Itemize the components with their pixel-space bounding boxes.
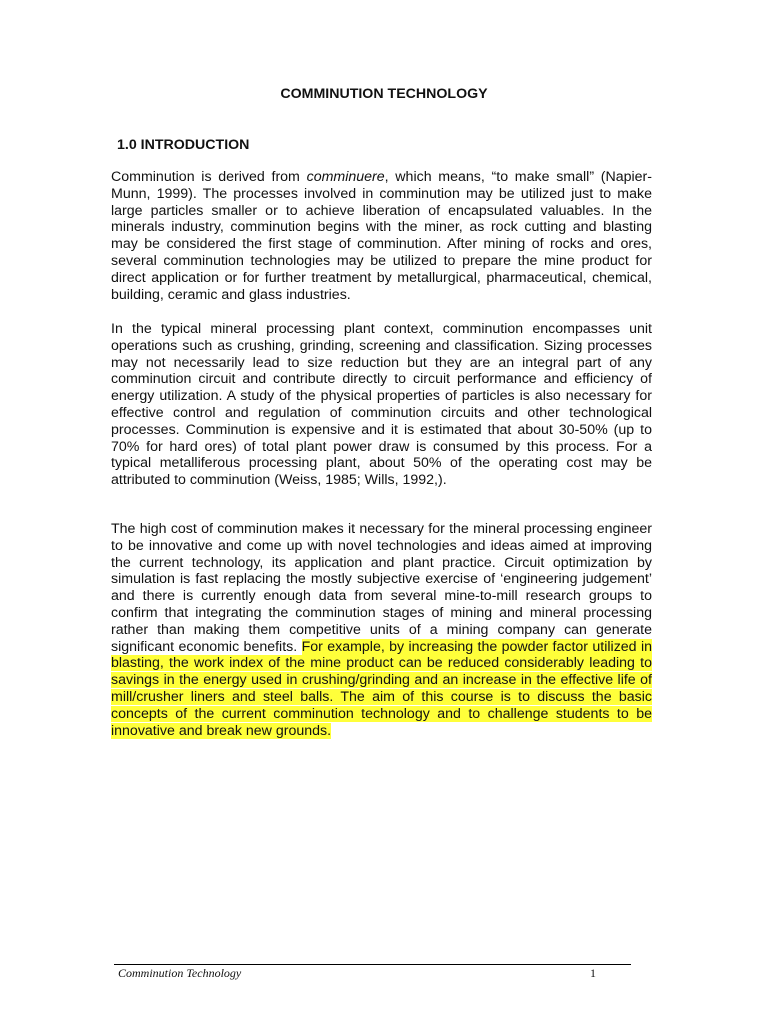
paragraph-3-highlighted-text: For example, by increasing the powder factor utilized in blasting, the work index of the mine product can be reduced considerably leading to savings in the energy used in crushing/grinding and an increase in the effective life of mill/crusher liners and steel balls. The aim of this course is to discuss the basic concepts of the current comminution technology and to challenge students to be innovative and break new grounds. xyxy=(111,638,652,739)
paragraph-2: In the typical mineral processing plant context, comminution encompasses unit operations such as crushing, grinding, screening and classification. Sizing processes may not necessarily lead to size reduction but they are an integral part of any comminution circuit and contribute directly to circuit performance and efficiency of energy utilization. A study of the physical properties of particles is also necessary for effective control and regulation of comminution circuits and other technological processes. Comminution is expensive and it is estimated that about 30-50% (up to 70% for hard ores) of total plant power draw is consumed by this process. For a typical metalliferous processing plant, about 50% of the operating cost may be attributed to comminution (Weiss, 1985; Wills, 1992,). xyxy=(111,321,652,489)
paragraph-1-start: Comminution is derived from xyxy=(111,169,307,185)
paragraph-3-text: The high cost of comminution makes it necessary for the mineral processing engineer to be innovative and come up with novel technologies and ideas aimed at improving the current technology, its application and plant practice. Circuit optimization by simulation is fast replacing the mostly subjective exercise of ‘engineering judgement’ and there is currently enough data from several mine-to-mill research groups to confirm that integrating the comminution stages of mining and mineral processing rather than making them competitive units of a mining company can generate significant economic benefits. xyxy=(111,521,652,655)
paragraph-1 xyxy=(111,169,652,303)
footer-running-title: Comminution Technology xyxy=(118,966,242,980)
footer-divider xyxy=(114,964,631,965)
paragraph-1-italic-term: comminuere xyxy=(306,169,385,185)
document-title: COMMINUTION TECHNOLOGY xyxy=(280,86,488,102)
section-heading: 1.0 INTRODUCTION xyxy=(117,137,250,153)
paragraph-1-rest: , which means, “to make small” (Napier-Munn, 1999). The processes involved in comminution may be utilized just to make large particles smaller or to achieve liberation of encapsulated valuables. In the minerals industry, comminution begins with the miner, as rock cutting and blasting may be considered the first stage of comminution. After mining of rocks and ores, several comminution technologies may be utilized to prepare the mine product for direct application or for further treatment by metallurgical, pharmaceutical, chemical, building, ceramic and glass industries. xyxy=(111,169,653,303)
paragraph-3 xyxy=(111,521,652,739)
page-number: 1 xyxy=(590,966,596,980)
